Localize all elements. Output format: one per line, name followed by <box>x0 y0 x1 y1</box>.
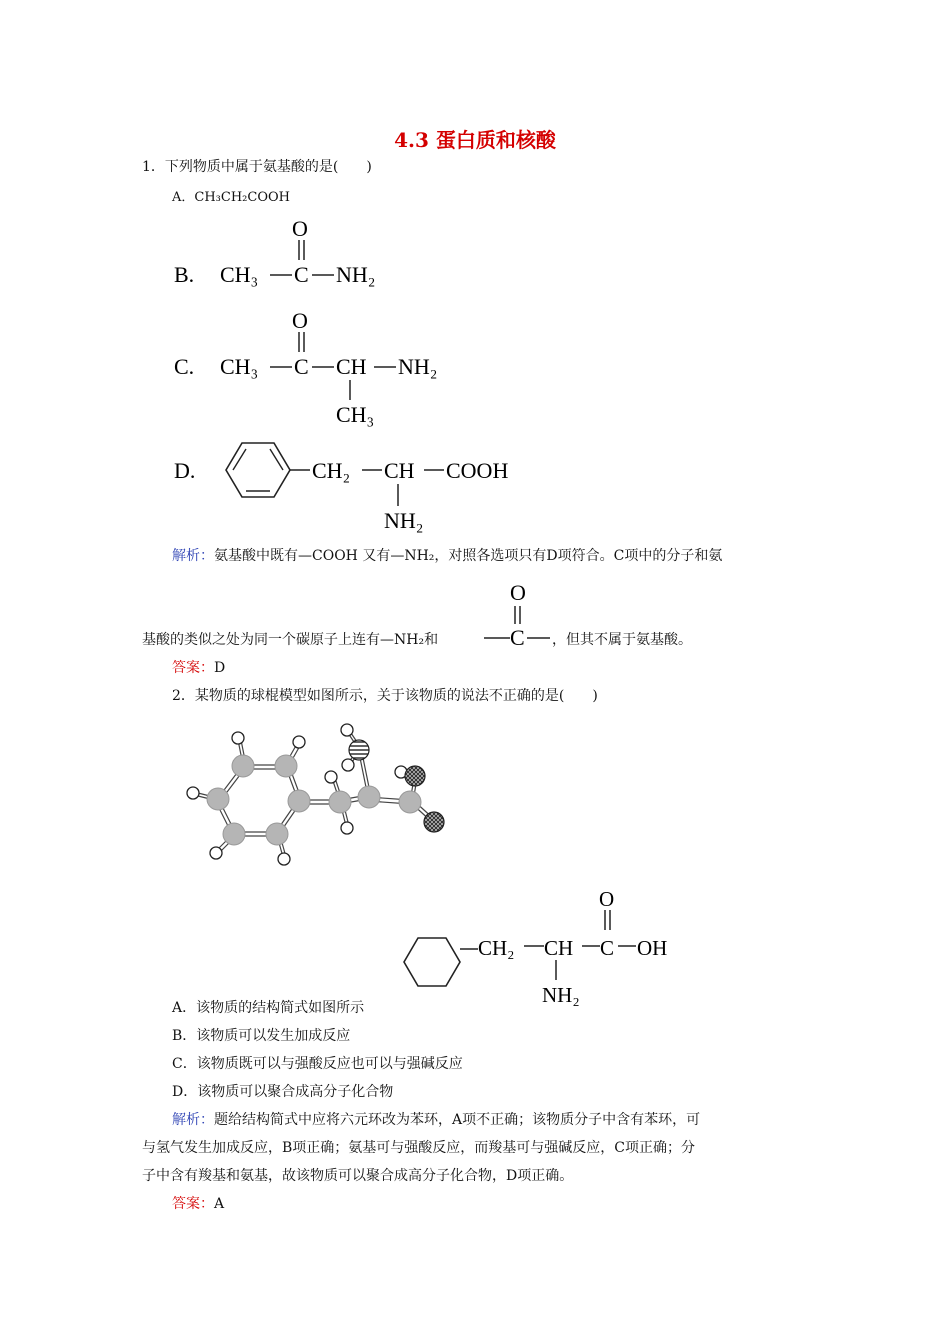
oh-group: OH <box>637 936 668 960</box>
carbonyl-structure <box>482 578 552 652</box>
q1-analysis-line2a: 基酸的类似之处为同一个碳原子上连有—NH₂和 <box>142 632 439 648</box>
oxygen-atom: O <box>599 887 615 911</box>
nh2-group: NH₂ <box>542 983 580 1007</box>
nh2-group: NH₂ <box>384 508 424 533</box>
q1-answer-label: 答案： <box>172 660 214 676</box>
ch3-group: CH₃ <box>220 354 259 379</box>
q2-analysis-line3: 子中含有羧基和氨基，故该物质可以聚合成高分子化合物，D项正确。 <box>142 1168 574 1184</box>
q2-option-c: C．该物质既可以与强酸反应也可以与强碱反应 <box>172 1056 463 1072</box>
q1-option-d-structure <box>170 436 530 536</box>
carbon-atom: C <box>510 625 525 650</box>
carbon-atom: C <box>294 354 309 379</box>
ch2-group: CH₂ <box>478 936 515 960</box>
nh2-group: NH₂ <box>398 354 438 379</box>
q2-answer-value: A <box>214 1196 225 1212</box>
q1-option-a: A．CH₃CH₂COOH <box>172 190 290 205</box>
q1-analysis-text: 氨基酸中既有—COOH 又有—NH₂，对照各选项只有D项符合。C项中的分子和氨 <box>214 548 723 564</box>
q2-option-a: A．该物质的结构简式如图所示 <box>172 1000 365 1016</box>
q1-answer <box>172 654 225 682</box>
q1-analysis-label: 解析： <box>172 548 214 564</box>
nh2-group: NH₂ <box>336 262 376 287</box>
ch2-group: CH₂ <box>312 458 351 483</box>
q2-analysis-line1 <box>172 1106 700 1134</box>
q2-analysis-label: 解析： <box>172 1112 214 1128</box>
ch3-branch: CH₃ <box>336 402 375 427</box>
q1-option-b-label: B. <box>174 262 195 287</box>
q2-option-b: B．该物质可以发生加成反应 <box>172 1028 351 1044</box>
q2-answer-label: 答案： <box>172 1196 214 1212</box>
ball-stick-model-image <box>180 720 460 880</box>
ch-group: CH <box>384 458 415 483</box>
ch3-group: CH₃ <box>220 262 259 287</box>
q1-option-b-structure <box>170 212 410 294</box>
page-title: 4.3 蛋白质和核酸 <box>394 128 556 152</box>
q1-option-d-label: D. <box>174 458 196 483</box>
q2-option-d: D．该物质可以聚合成高分子化合物 <box>172 1084 394 1100</box>
q2-structure-formula <box>398 884 698 1010</box>
oxygen-atom: O <box>292 308 308 333</box>
q2-analysis-line2: 与氢气发生加成反应，B项正确；氨基可与强酸反应，而羧基可与强碱反应，C项正确；分 <box>142 1140 695 1156</box>
q2-analysis-text1: 题给结构简式中应将六元环改为苯环，A项不正确；该物质分子中含有苯环，可 <box>214 1112 701 1128</box>
oxygen-atom: O <box>510 580 526 605</box>
q1-analysis-line2b: ，但其不属于氨基酸。 <box>552 632 692 648</box>
q1-option-c-structure <box>170 304 460 432</box>
oxygen-atom: O <box>292 216 308 241</box>
q2-answer <box>172 1190 224 1218</box>
carbon-atom: C <box>600 936 615 960</box>
question-2-stem: 2．某物质的球棍模型如图所示，关于该物质的说法不正确的是( ) <box>172 688 598 704</box>
cyclohexane-ring-icon <box>404 938 460 986</box>
carbon-atom: C <box>294 262 309 287</box>
ch-group: CH <box>544 936 574 960</box>
benzene-ring-icon <box>226 443 290 497</box>
q1-option-c-label: C. <box>174 354 195 379</box>
q1-answer-value: D <box>214 660 226 676</box>
q1-analysis-line1 <box>172 542 722 570</box>
ch-group: CH <box>336 354 367 379</box>
cooh-group: COOH <box>446 458 509 483</box>
question-1-stem: 1．下列物质中属于氨基酸的是( ) <box>142 159 372 175</box>
